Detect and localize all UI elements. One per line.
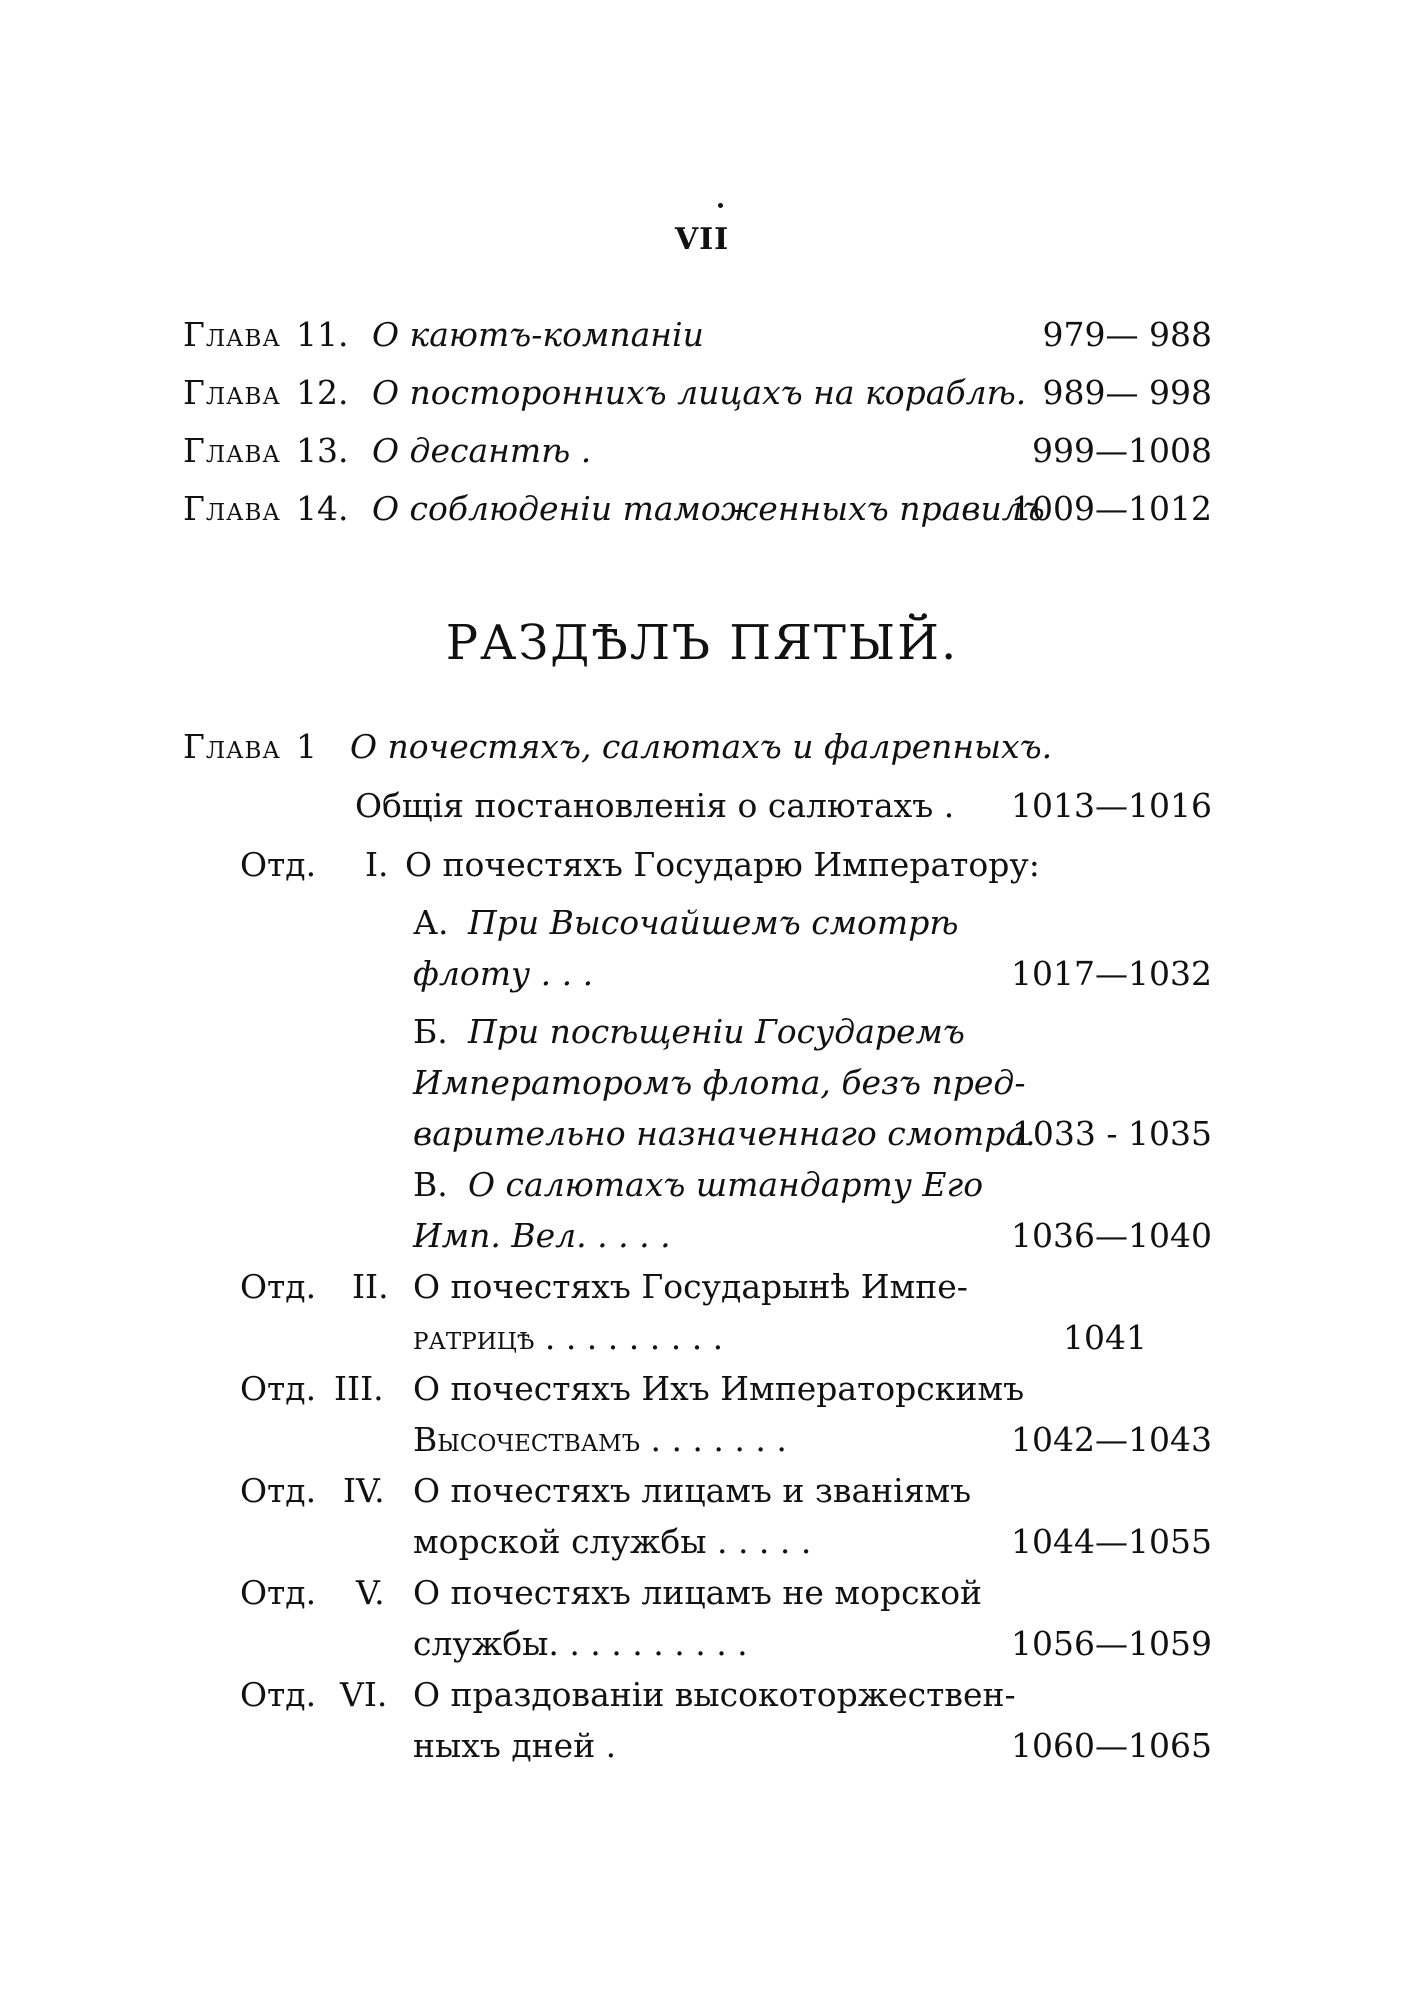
department-roman: VI.: [340, 1675, 388, 1714]
department-text-line: О почестяхъ Государю Императору:: [405, 845, 1040, 884]
chapter-number: 12.: [296, 373, 349, 412]
subsection-pages: 1017—1032: [1011, 954, 1212, 993]
chapter-label: Глава: [183, 489, 281, 528]
department-pages: 1056—1059: [1011, 1624, 1212, 1663]
department-text-line: службы. . . . . . . . . .: [413, 1624, 748, 1663]
department-roman: III.: [334, 1369, 384, 1408]
department-pages: 1042—1043: [1011, 1420, 1212, 1459]
chapter-label: Глава: [183, 727, 281, 766]
department-pages: 1041: [1063, 1318, 1147, 1357]
printer-dot: [718, 203, 723, 208]
subsection-text-line: варительно назначеннаго смотра.: [413, 1114, 1036, 1153]
subsection-letter: В.: [413, 1165, 448, 1204]
chapter-label: Глава: [183, 373, 281, 412]
department-text-line: О почестяхъ лицамъ и званіямъ: [413, 1471, 972, 1510]
department-label: Отд.: [240, 1369, 317, 1408]
subsection-text-line: При посѣщеніи Государемъ: [468, 1012, 965, 1051]
subsection-text-line: Императоромъ флота, безъ пред-: [413, 1063, 1026, 1102]
chapter-pages: 1009—1012: [1011, 489, 1212, 528]
department-label: Отд.: [240, 1267, 317, 1306]
chapter-number: 1: [296, 727, 317, 766]
subsection-text-line: О салютахъ штандарту Его: [468, 1165, 984, 1204]
page-number: VII: [674, 222, 730, 257]
general-provisions: Общія постановленія о салютахъ .: [355, 786, 955, 825]
department-text-line: ратрицѣ . . . . . . . . .: [413, 1318, 724, 1357]
department-text-line: О почестяхъ Государынѣ Импе-: [413, 1267, 968, 1306]
department-text-line: ныхъ дней .: [413, 1726, 617, 1765]
department-roman: II.: [352, 1267, 389, 1306]
chapter-number: 13.: [296, 431, 349, 470]
chapter-title: О почестяхъ, салютахъ и фалрепныхъ.: [350, 727, 1053, 766]
chapter-label: Глава: [183, 315, 281, 354]
general-provisions-pages: 1013—1016: [1011, 786, 1212, 825]
subsection-text-line: Имп. Вел. . . . .: [413, 1216, 671, 1255]
department-roman: V.: [356, 1573, 385, 1612]
department-roman: IV.: [343, 1471, 385, 1510]
chapter-title: О каютъ-компаніи: [372, 315, 704, 354]
chapter-title: О десантѣ .: [372, 431, 592, 470]
department-label: Отд.: [240, 1573, 317, 1612]
department-label: Отд.: [240, 1471, 317, 1510]
subsection-pages: 1033 - 1035: [1011, 1114, 1212, 1153]
subsection-letter: А.: [413, 903, 449, 942]
subsection-text-line: При Высочайшемъ смотрѣ: [468, 903, 959, 942]
chapter-number: 14.: [296, 489, 349, 528]
subsection-letter: Б.: [413, 1012, 448, 1051]
department-text-line: О почестяхъ Ихъ Императорскимъ: [413, 1369, 1025, 1408]
subsection-text-line: флоту . . .: [413, 954, 594, 993]
subsection-pages: 1036—1040: [1011, 1216, 1212, 1255]
chapter-title: О постороннихъ лицахъ на кораблѣ.: [372, 373, 1027, 412]
chapter-pages: 979— 988: [1042, 315, 1212, 354]
department-pages: 1060—1065: [1011, 1726, 1212, 1765]
department-text-line: О праздованіи высокоторжествен-: [413, 1675, 1016, 1714]
chapter-number: 11.: [296, 315, 349, 354]
department-pages: 1044—1055: [1011, 1522, 1212, 1561]
department-text-line: Высочествамъ . . . . . . .: [413, 1420, 787, 1459]
chapter-title: О соблюденіи таможенныхъ правилъ: [372, 489, 1045, 528]
department-label: Отд.: [240, 845, 317, 884]
department-label: Отд.: [240, 1675, 317, 1714]
department-roman: I.: [365, 845, 389, 884]
chapter-pages: 989— 998: [1042, 373, 1212, 412]
chapter-label: Глава: [183, 431, 281, 470]
department-text-line: морской службы . . . . .: [413, 1522, 812, 1561]
chapter-pages: 999—1008: [1032, 431, 1212, 470]
department-text-line: О почестяхъ лицамъ не морской: [413, 1573, 983, 1612]
section-title: РАЗДѢЛЪ ПЯТЫЙ.: [445, 615, 959, 671]
